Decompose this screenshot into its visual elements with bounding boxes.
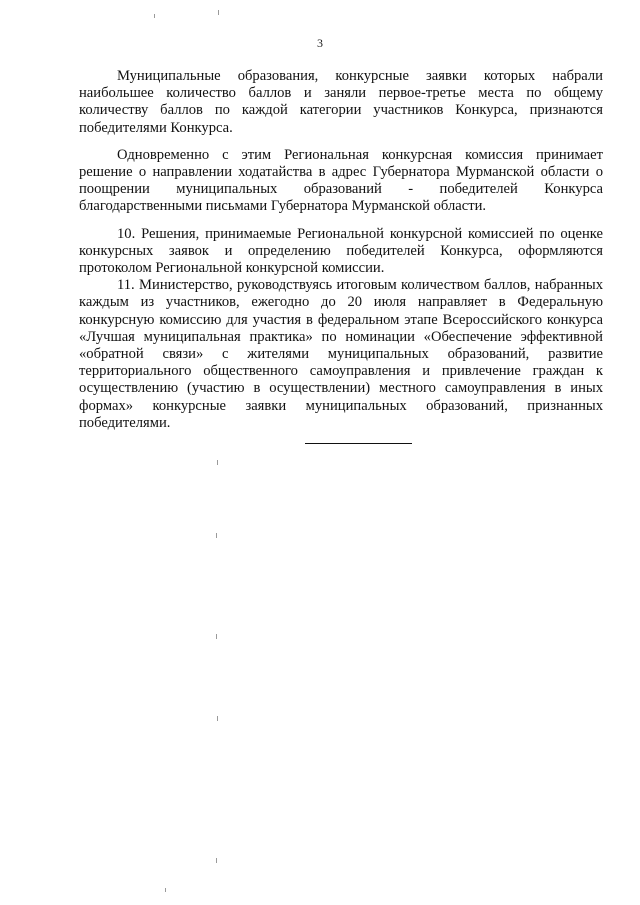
scan-speck <box>216 533 217 538</box>
page-number: 3 <box>317 36 323 50</box>
paragraph-governor-petition: Одновременно с этим Региональная конкурсная комиссия принимает решение о направлении ходатайства в адрес Губернатора Мурманской области о поощрении муниципальных образований - победителей Конкурса благодарственными письмами Губернатора Мурманской области. <box>79 146 603 215</box>
scan-speck <box>218 10 219 15</box>
paragraph-item-11: 11. Министерство, руководствуясь итоговым количеством баллов, набранных каждым из участников, ежегодно до 20 июля направляет в Федеральную конкурсную комиссию для участия в федеральном этапе Всероссийского конкурса «Лучшая муниципальная практика» по номинации «Обеспечение эффективной «обратной связи» с жителями муниципальных образований, развитие территориального общественного самоуправления и привлечение граждан к осуществлению (участию в осуществлении) местного самоуправления в иных формах» конкурсные заявки муниципальных образований, признанных победителями. <box>79 277 603 431</box>
scan-speck <box>217 716 218 721</box>
end-separator-line <box>305 443 412 444</box>
document-body <box>79 68 603 442</box>
paragraph-winners: Муниципальные образования, конкурсные заявки которых набрали наибольшее количество баллов и заняли первое-третье места по общему количеству баллов по каждой категории участников Конкурса, признаются победителями Конкурса. <box>79 68 603 136</box>
scan-speck <box>216 634 217 639</box>
paragraph-item-10: 10. Решения, принимаемые Региональной конкурсной комиссией по оценке конкурсных заявок и определению победителей Конкурса, оформляются протоколом Региональной конкурсной комиссии. <box>79 225 603 277</box>
scan-speck <box>217 460 218 465</box>
scan-speck <box>216 858 217 863</box>
scan-speck <box>154 14 155 18</box>
scan-speck <box>165 888 166 892</box>
